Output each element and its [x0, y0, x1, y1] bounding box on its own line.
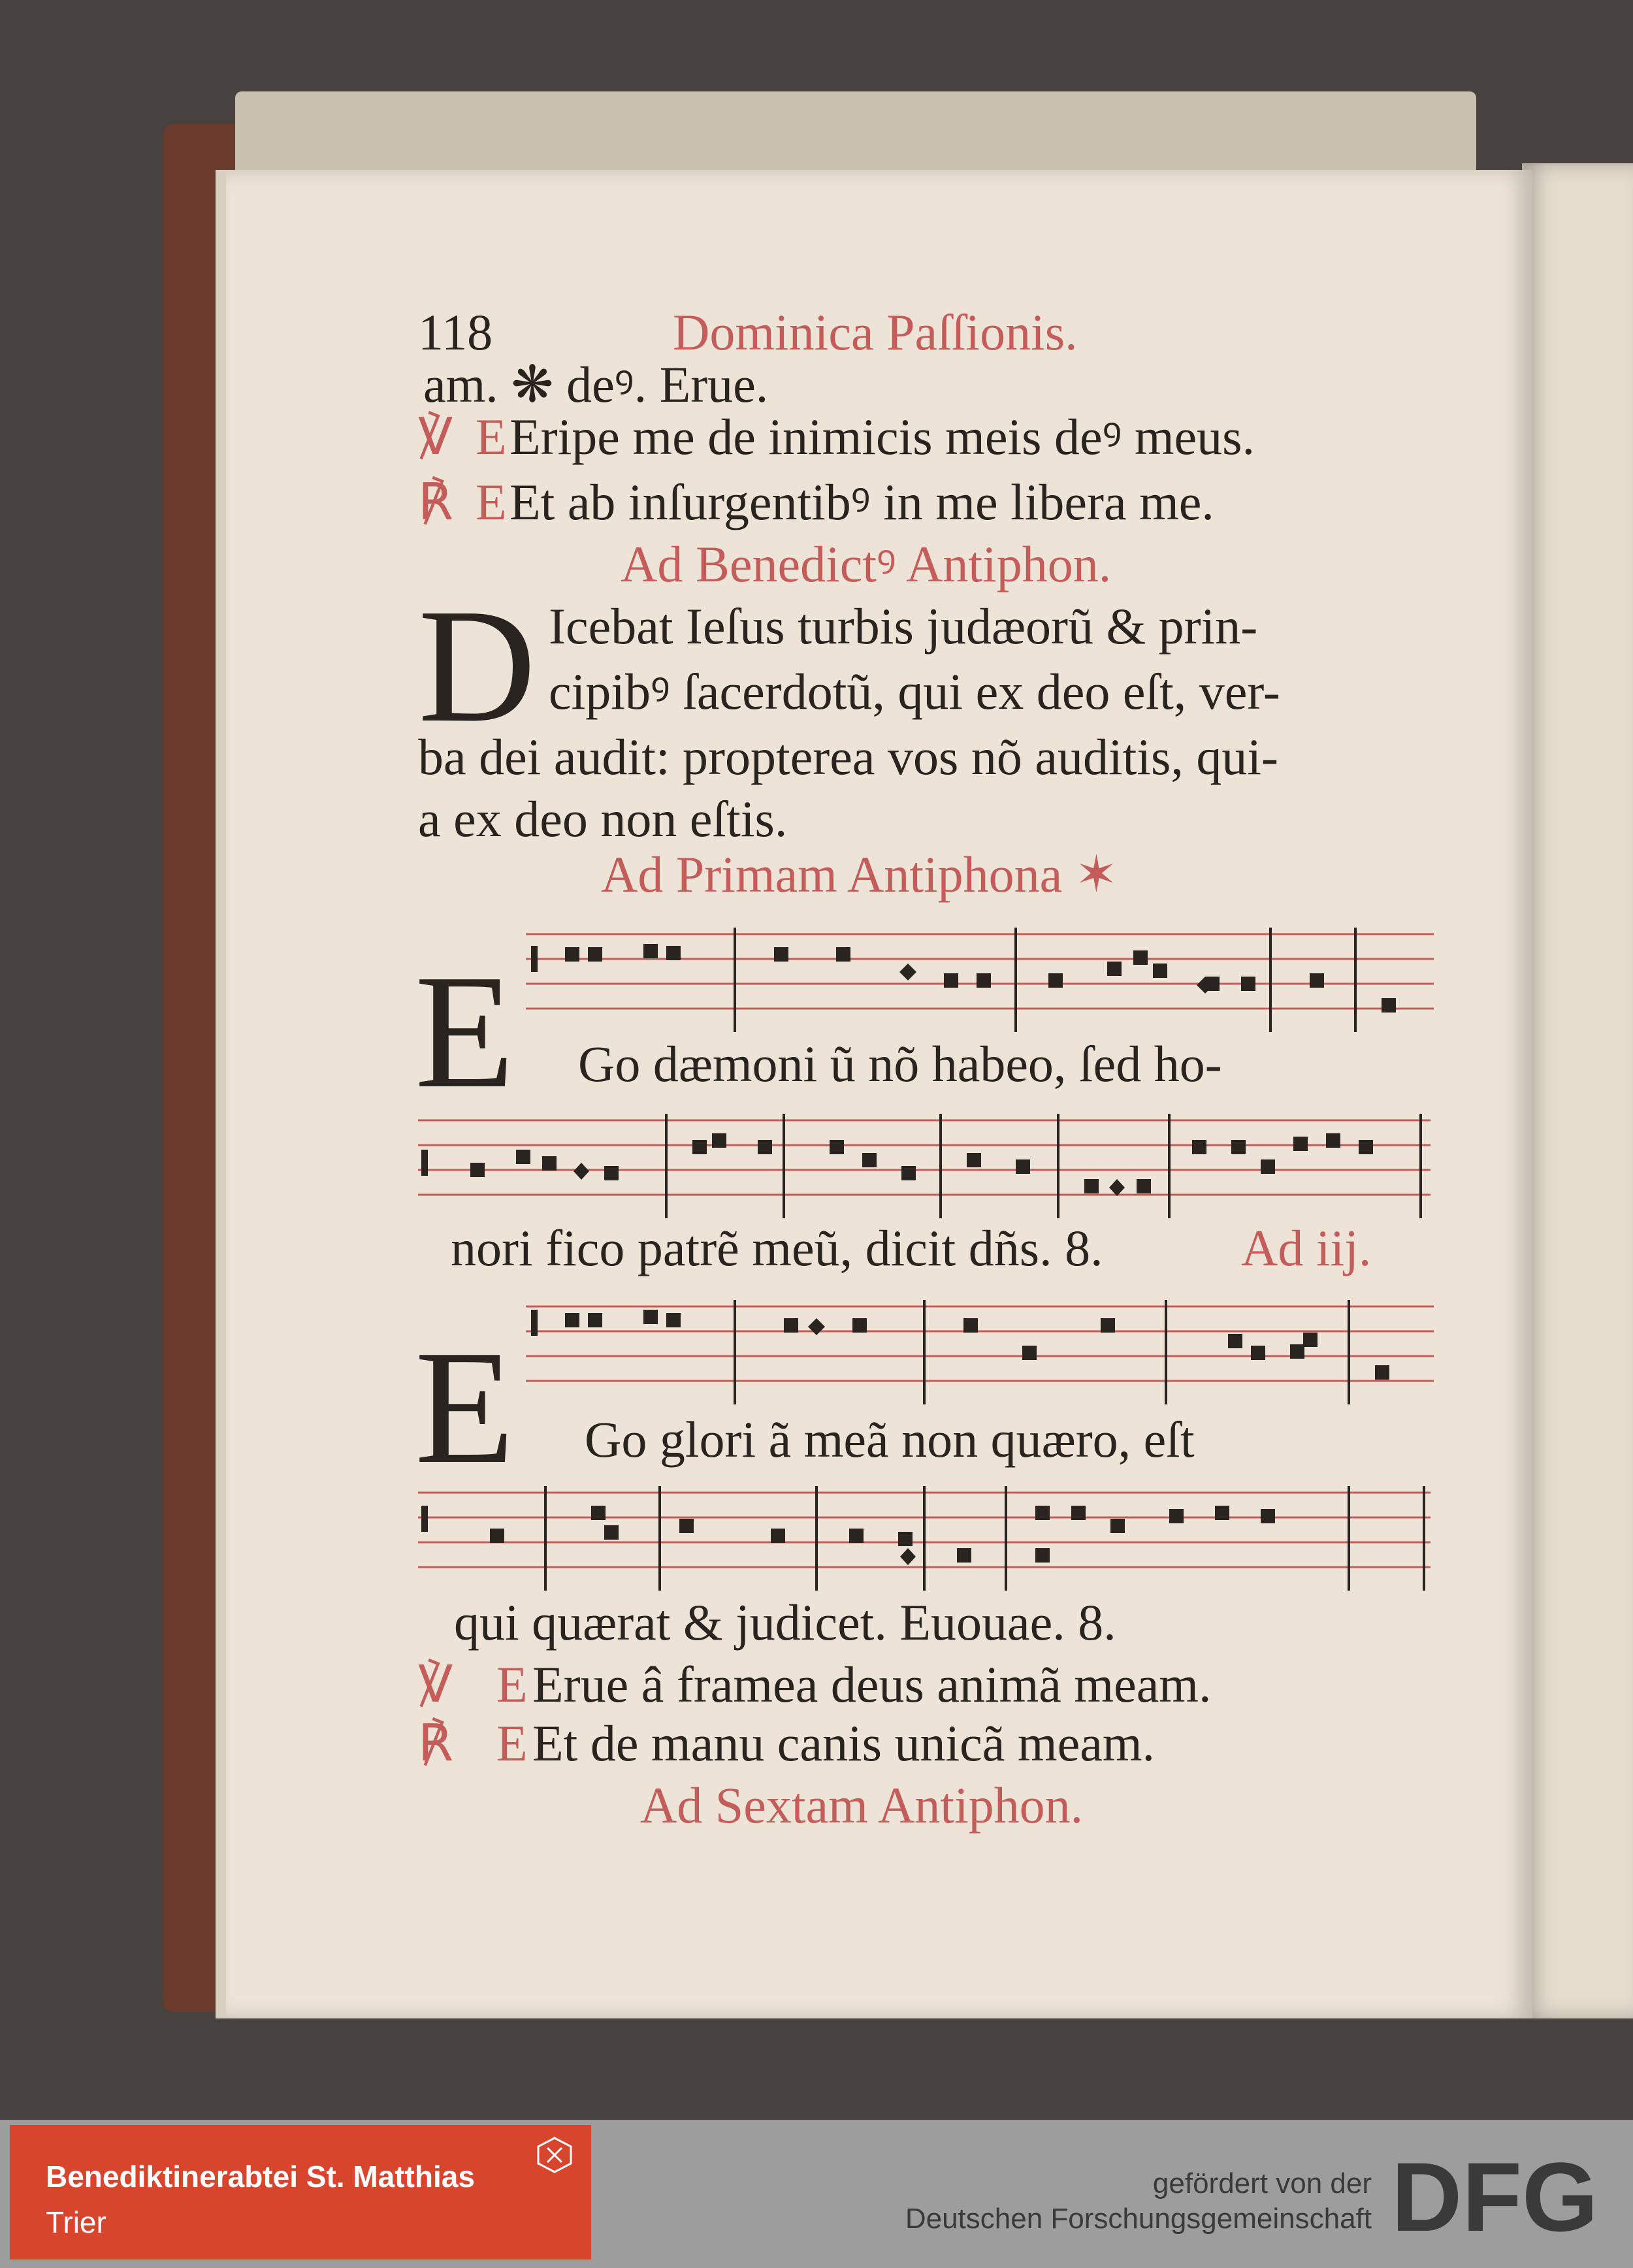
music-staff-2 [418, 1114, 1431, 1225]
response-sign: ℟ [418, 474, 453, 530]
text-line-6: ba dei audit: propterea vos nõ auditis, qui- [418, 728, 1279, 785]
text-line-8: Erue â framea deus animã meam. [532, 1656, 1212, 1713]
text-line-4: Icebat Ieſus turbis judæorũ & prin- [549, 598, 1258, 655]
lyric-line-2: nori fico patrẽ meũ, dicit dñs. 8. [451, 1220, 1103, 1276]
initial-d: D [418, 575, 536, 756]
rubric-primam: Ad Primam Antiphona ✶ [601, 846, 1118, 903]
funding-line-1: gefördert von der [1152, 2167, 1372, 2199]
abbey-logo-icon [536, 2136, 574, 2174]
rubric-ad-iij: Ad iij. [1241, 1220, 1372, 1276]
svg-text:DFG: DFG [1391, 2149, 1598, 2247]
dfg-logo-icon[interactable] [1391, 2149, 1620, 2247]
music-staff-3 [526, 1300, 1434, 1411]
org-name[interactable]: Benediktinerabtei St. Matthias [46, 2160, 475, 2194]
text-line-5: cipibꝰ ſacerdotũ, qui ex deo eſt, ver- [549, 663, 1280, 720]
rubric-sextam: Ad Sextam Antiphon. [640, 1777, 1084, 1834]
versicle-initial-2: E [496, 1656, 528, 1713]
text-line-7: a ex deo non eſtis. [418, 790, 788, 847]
initial-e-2: E [415, 1317, 515, 1498]
lyric-line-1: Go dæmoni ũ nõ habeo, ſed ho- [578, 1035, 1222, 1092]
running-title: Dominica Paſſionis. [673, 304, 1078, 361]
text-line-1: am. ❋ deꝰ. Erue. [423, 356, 769, 413]
lyric-line-4: qui quærat & judicet. Euouae. 8. [454, 1594, 1116, 1651]
facing-page [1522, 163, 1633, 2018]
versicle-sign-2: ℣ [418, 1656, 453, 1713]
text-line-9: Et de manu canis unicã meam. [532, 1715, 1155, 1772]
versicle-sign: ℣ [418, 408, 453, 465]
response-initial-2: E [496, 1715, 528, 1772]
response-sign-2: ℟ [418, 1715, 453, 1772]
versicle-initial: E [476, 408, 507, 465]
org-city: Trier [46, 2205, 106, 2239]
response-initial: E [476, 474, 507, 530]
music-staff-4 [418, 1486, 1431, 1597]
funding-line-2: Deutschen Forschungsgemeinschaft [905, 2203, 1372, 2235]
rubric-benedictus: Ad Benedictꝰ Antiphon. [621, 536, 1112, 592]
text-line-3: Et ab inſurgentibꝰ in me libera me. [509, 474, 1214, 530]
music-staff-1 [526, 928, 1434, 1039]
text-line-2: Eripe me de inimicis meis deꝰ meus. [509, 408, 1255, 465]
initial-e-1: E [415, 941, 515, 1122]
page-number: 118 [418, 304, 493, 361]
lyric-line-3: Go glori ã meã non quæro, eſt [585, 1411, 1195, 1468]
